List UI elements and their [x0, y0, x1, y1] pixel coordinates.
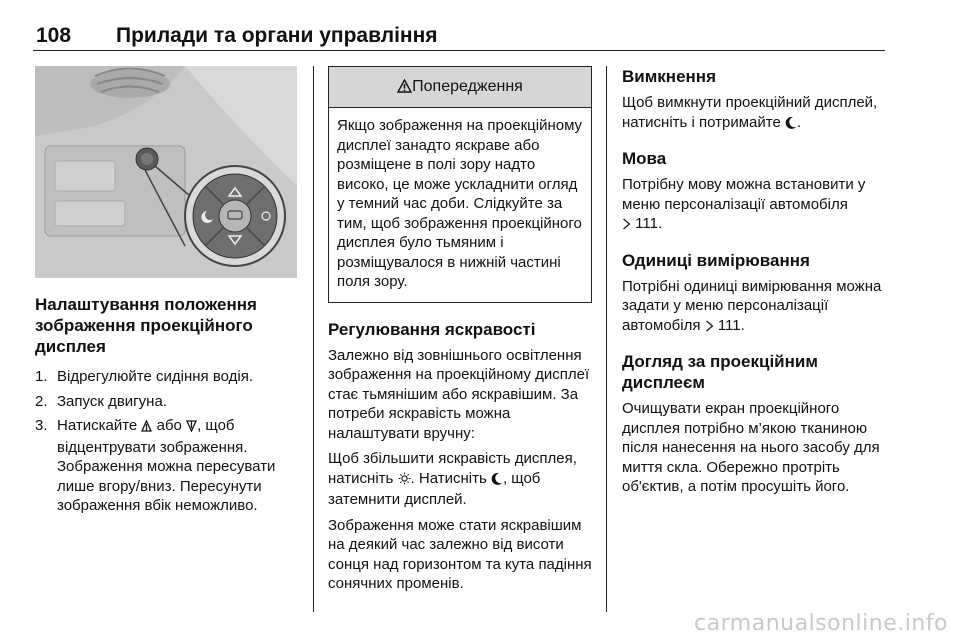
- column-right: [622, 66, 892, 497]
- language-heading: Мова: [622, 149, 667, 168]
- off-text-pre: Щоб вимкнути проекційний дисплей, натисніть і потримайте: [622, 94, 878, 131]
- triangle-up-icon: [141, 418, 152, 438]
- brightness-heading: Регулювання яскравості: [328, 319, 536, 339]
- off-paragraph: [622, 93, 892, 134]
- brightness-text-mid: . Натисніть: [410, 469, 487, 487]
- units-heading: Одиниці вимірювання: [622, 250, 810, 270]
- column-divider: [313, 66, 314, 612]
- warning-text: Якщо зображення на проекційному дисплеї занадто яскраве або розміщене в полі зору надто високо, це може ускладнити огляд у темний час доби. Слідкуйте за тим, щоб зображення проекційного дисплея було тьмяним і розміщувалося в нижній частині поля зору.: [337, 117, 583, 290]
- brightness-paragraph-3: Зображення може стати яскравішим на деякий час залежно від висоти сонця над горизонтом та кута падіння сонячних променів.: [328, 516, 592, 592]
- units-page-ref[interactable]: 111.: [717, 316, 745, 334]
- language-paragraph: [622, 175, 892, 236]
- care-paragraph: Очищувати екран проекційного дисплея потрібно м’якою тканиною після нанесення на нього засобу для миття скла. Обережно протріть об'єктив, а потім просушіть його.: [622, 400, 880, 495]
- page-reference-icon: [705, 318, 714, 338]
- language-text: Потрібну мову можна встановити у меню персоналізації автомобіля: [622, 176, 866, 213]
- step-number: 2.: [35, 392, 48, 410]
- page-number: 108: [36, 24, 72, 47]
- moon-icon: [491, 471, 503, 491]
- care-heading: Догляд за проекційним дисплеєм: [622, 352, 818, 392]
- column-left: [35, 66, 297, 521]
- step-text-post: , щоб відцентрувати зображення. Зображення можна пересувати лише вгору/вниз. Пересунути зображення вбік неможливо.: [57, 417, 276, 514]
- step-text-mid: або: [156, 417, 182, 434]
- hud-position-steps: [35, 367, 297, 516]
- list-item: [35, 392, 297, 412]
- warning-box: [328, 66, 592, 303]
- column-middle: [328, 66, 592, 594]
- step-text: Запуск двигуна.: [57, 392, 167, 410]
- hud-position-heading: Налаштування положення зображення проекційного дисплея: [35, 295, 257, 356]
- watermark: carmanualsonline.info: [694, 611, 948, 636]
- step-text-pre: Натискайте: [57, 417, 138, 434]
- brightness-text-post: , щоб затемнити дисплей.: [328, 469, 541, 508]
- list-item: [35, 416, 297, 516]
- moon-icon: [785, 115, 797, 135]
- triangle-down-icon: [186, 418, 197, 438]
- warning-title: Попередження: [412, 78, 523, 95]
- brightness-paragraph-1: Залежно від зовнішнього освітлення зображення на проекційному дисплеї стає тьмянішим або яскравішим. За потреби яскравість можна налаштувати вручну:: [328, 346, 590, 442]
- units-text: Потрібні одиниці вимірювання можна задати у меню персоналізації автомобіля: [622, 277, 882, 334]
- off-text-post: .: [797, 113, 802, 131]
- language-page-ref[interactable]: 111.: [635, 215, 663, 232]
- brightness-text-pre: Щоб збільшити яскравість дисплея, натисніть: [328, 450, 577, 487]
- sun-icon: [398, 471, 411, 491]
- warning-header: [329, 67, 591, 108]
- page-header: [33, 16, 885, 51]
- page-title: Прилади та органи управління: [116, 24, 438, 47]
- units-paragraph: [622, 277, 892, 338]
- brightness-paragraph-2: [328, 449, 592, 510]
- warning-triangle-icon: [397, 69, 412, 109]
- off-heading: Вимкнення: [622, 67, 716, 86]
- column-divider: [606, 66, 607, 612]
- step-number: 1.: [35, 368, 48, 385]
- step-text: Відрегулюйте сидіння водія.: [57, 368, 254, 385]
- list-item: [35, 367, 297, 387]
- head-up-display-control-illustration: [35, 66, 297, 278]
- step-number: 3.: [35, 417, 48, 434]
- page-reference-icon: [622, 216, 631, 236]
